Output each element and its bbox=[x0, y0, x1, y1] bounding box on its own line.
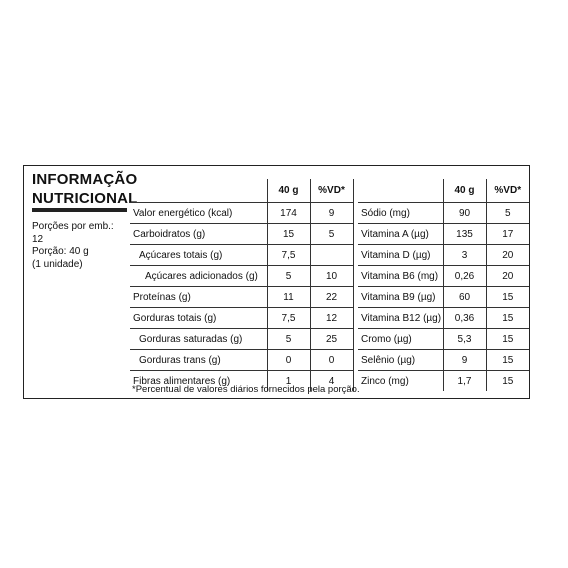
header-blank-right bbox=[358, 179, 443, 203]
nutrient-vd: 20 bbox=[486, 266, 529, 287]
nutrient-vd: 15 bbox=[486, 329, 529, 350]
nutrient-qty: 0 bbox=[267, 350, 310, 371]
nutrient-vd: 10 bbox=[310, 266, 353, 287]
nutrient-name: Vitamina B6 (mg) bbox=[358, 266, 443, 287]
nutrient-qty: 174 bbox=[267, 203, 310, 224]
nutrient-name: Vitamina D (µg) bbox=[358, 245, 443, 266]
header-vd-left: %VD* bbox=[310, 179, 353, 203]
footnote: *Percentual de valores diários fornecidos pela porção. bbox=[132, 384, 360, 395]
serving-info bbox=[32, 221, 114, 271]
nutrient-qty: 5 bbox=[267, 266, 310, 287]
nutrient-qty: 5 bbox=[267, 329, 310, 350]
nutrient-qty: 15 bbox=[267, 224, 310, 245]
header-blank-left bbox=[130, 179, 267, 203]
nutrient-name: Vitamina A (µg) bbox=[358, 224, 443, 245]
nutrient-vd: 20 bbox=[486, 245, 529, 266]
nutrient-name: Vitamina B12 (µg) bbox=[358, 308, 443, 329]
portion-size: Porção: 40 g bbox=[32, 246, 89, 257]
nutrient-vd: 15 bbox=[486, 350, 529, 371]
table-row bbox=[130, 266, 529, 287]
nutrient-name: Açúcares totais (g) bbox=[130, 245, 267, 266]
nutrient-qty: 9 bbox=[443, 350, 486, 371]
nutrient-qty: 1,7 bbox=[443, 371, 486, 392]
table-row bbox=[130, 224, 529, 245]
nutrient-name: Zinco (mg) bbox=[358, 371, 443, 392]
nutrient-name: Vitamina B9 (µg) bbox=[358, 287, 443, 308]
title-line-2: NUTRICIONAL bbox=[32, 190, 138, 207]
nutrient-vd: 15 bbox=[486, 371, 529, 392]
nutrient-name: Sódio (mg) bbox=[358, 203, 443, 224]
nutrient-name: Selênio (µg) bbox=[358, 350, 443, 371]
header-qty-right: 40 g bbox=[443, 179, 486, 203]
label-title bbox=[32, 170, 138, 208]
header-vd-right: %VD* bbox=[486, 179, 529, 203]
nutrient-vd: 5 bbox=[310, 224, 353, 245]
nutrient-vd: 25 bbox=[310, 329, 353, 350]
title-line-1: INFORMAÇÃO bbox=[32, 171, 138, 188]
nutrient-name: Carboidratos (g) bbox=[130, 224, 267, 245]
nutrient-name: Fibras alimentares (g) bbox=[130, 371, 267, 392]
servings-per-package-value: 12 bbox=[32, 233, 44, 245]
nutrient-qty: 60 bbox=[443, 287, 486, 308]
table-row bbox=[130, 245, 529, 266]
nutrient-name: Gorduras saturadas (g) bbox=[130, 329, 267, 350]
title-underline-bar bbox=[32, 208, 127, 212]
table-row bbox=[130, 287, 529, 308]
nutrient-name: Cromo (µg) bbox=[358, 329, 443, 350]
table-row bbox=[130, 329, 529, 350]
table-row bbox=[130, 350, 529, 371]
nutrient-vd: 4 bbox=[310, 371, 353, 392]
nutrient-qty: 3 bbox=[443, 245, 486, 266]
nutrient-qty: 1 bbox=[267, 371, 310, 392]
nutrient-qty: 0,26 bbox=[443, 266, 486, 287]
nutrient-vd: 12 bbox=[310, 308, 353, 329]
nutrient-qty: 7,5 bbox=[267, 308, 310, 329]
header-qty-left: 40 g bbox=[267, 179, 310, 203]
nutrient-qty: 11 bbox=[267, 287, 310, 308]
nutrient-name: Gorduras trans (g) bbox=[130, 350, 267, 371]
servings-per-package-label: Porções por emb.: bbox=[32, 221, 114, 232]
nutrient-vd: 0 bbox=[310, 350, 353, 371]
nutrition-table bbox=[130, 179, 529, 391]
nutrient-vd: 9 bbox=[310, 203, 353, 224]
nutrient-vd: 22 bbox=[310, 287, 353, 308]
nutrient-qty: 0,36 bbox=[443, 308, 486, 329]
nutrient-name: Açúcares adicionados (g) bbox=[130, 266, 267, 287]
nutrient-qty: 90 bbox=[443, 203, 486, 224]
nutrient-vd: 17 bbox=[486, 224, 529, 245]
nutrient-qty: 5,3 bbox=[443, 329, 486, 350]
table-row bbox=[130, 203, 529, 224]
nutrient-name: Gorduras totais (g) bbox=[130, 308, 267, 329]
nutrient-vd: 5 bbox=[486, 203, 529, 224]
nutrient-vd bbox=[310, 245, 353, 266]
portion-unit: (1 unidade) bbox=[32, 258, 83, 270]
nutrient-name: Valor energético (kcal) bbox=[130, 203, 267, 224]
nutrient-vd: 15 bbox=[486, 308, 529, 329]
table-row bbox=[130, 308, 529, 329]
nutrient-qty: 135 bbox=[443, 224, 486, 245]
table-header-row bbox=[130, 179, 529, 203]
nutrient-vd: 15 bbox=[486, 287, 529, 308]
nutrient-name: Proteínas (g) bbox=[130, 287, 267, 308]
nutrient-qty: 7,5 bbox=[267, 245, 310, 266]
